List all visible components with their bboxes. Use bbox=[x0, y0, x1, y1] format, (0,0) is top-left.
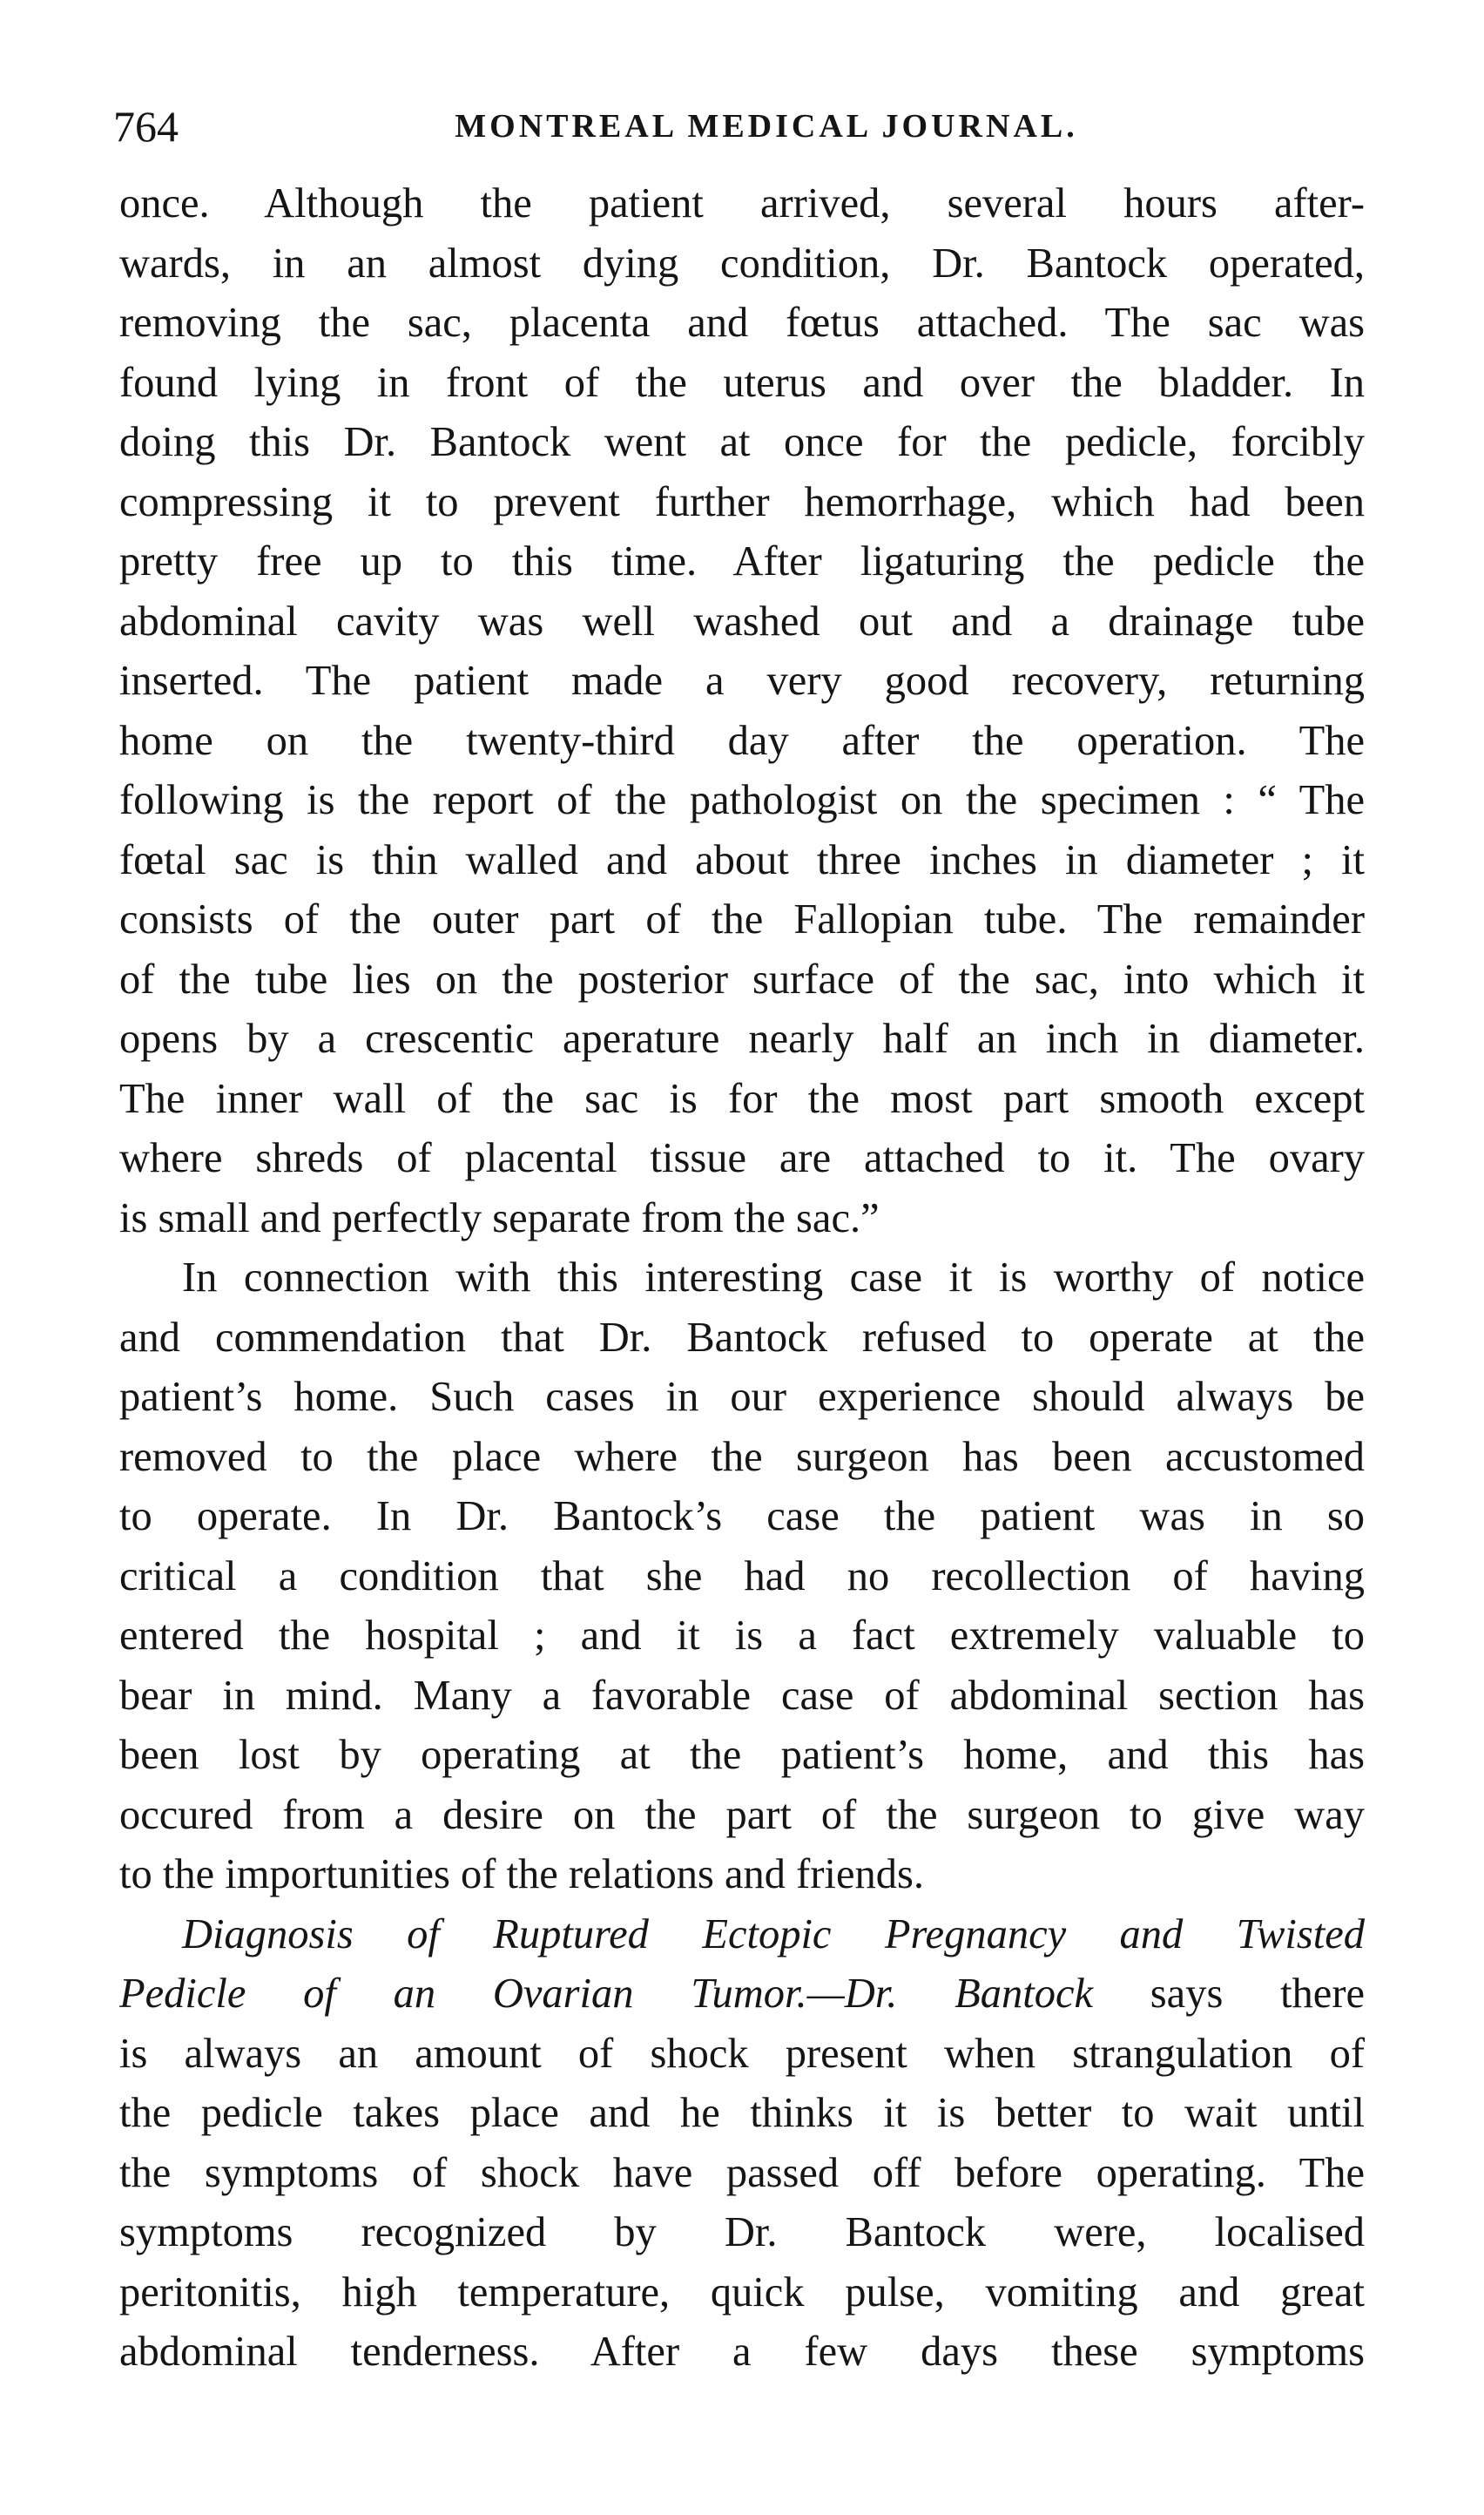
text-line: inserted. The patient made a very good recovery, returning bbox=[119, 658, 1365, 704]
text-span: says there bbox=[1093, 1971, 1365, 2017]
text-line: bear in mind. Many a favorable case of abdominal section has bbox=[119, 1672, 1365, 1719]
text-line: doing this Dr. Bantock went at once for the pedicle, forcibly bbox=[119, 419, 1365, 465]
text-line: The inner wall of the sac is for the most part smooth except bbox=[119, 1075, 1365, 1122]
text-line: found lying in front of the uterus and over the bladder. In bbox=[119, 359, 1365, 406]
text-line: patient’s home. Such cases in our experience should always be bbox=[119, 1374, 1365, 1420]
text-line: the pedicle takes place and he thinks it is better to wait until bbox=[119, 2090, 1365, 2136]
text-line: is always an amount of shock present when strangulation of bbox=[119, 2030, 1365, 2077]
page-number: 764 bbox=[113, 102, 179, 151]
text-line: In connection with this interesting case it is worthy of notice bbox=[182, 1254, 1365, 1301]
text-line: of the tube lies on the posterior surface of the sac, into which it bbox=[119, 956, 1365, 1003]
text-line: following is the report of the pathologist on the specimen : “ The bbox=[119, 777, 1365, 823]
text-line: to operate. In Dr. Bantock’s case the patient was in so bbox=[119, 1493, 1365, 1539]
text-line: fœtal sac is thin walled and about three inches in diameter ; it bbox=[119, 836, 1365, 883]
text-line: pretty free up to this time. After ligaturing the pedicle the bbox=[119, 538, 1365, 585]
text-line: abdominal cavity was well washed out and a drainage tube bbox=[119, 598, 1365, 645]
text-line: removed to the place where the surgeon has been accustomed bbox=[119, 1433, 1365, 1480]
text-line: critical a condition that she had no recollection of having bbox=[119, 1552, 1365, 1599]
text-line: where shreds of placental tissue are attached to it. The ovary bbox=[119, 1135, 1365, 1181]
section-heading-continued: Pedicle of an Ovarian Tumor.—Dr. Bantock bbox=[119, 1971, 1094, 2017]
text-line: been lost by operating at the patient’s home, and this has bbox=[119, 1732, 1365, 1778]
text-line: opens by a crescentic aperature nearly half an inch in diameter. bbox=[119, 1016, 1365, 1062]
text-line: entered the hospital ; and it is a fact extremely valuable to bbox=[119, 1612, 1365, 1659]
body-text bbox=[119, 174, 1365, 2383]
text-line: consists of the outer part of the Fallopian tube. The remainder bbox=[119, 896, 1365, 943]
text-line: the symptoms of shock have passed off before operating. The bbox=[119, 2149, 1365, 2196]
text-line: home on the twenty-third day after the operation. The bbox=[119, 717, 1365, 764]
text-line bbox=[119, 1964, 1365, 2025]
text-line: abdominal tenderness. After a few days these symptoms bbox=[119, 2329, 1365, 2375]
section-heading: Diagnosis of Ruptured Ectopic Pregnancy and Twisted bbox=[182, 1910, 1365, 1957]
text-line: wards, in an almost dying condition, Dr. Bantock operated, bbox=[119, 240, 1365, 287]
text-line: is small and perfectly separate from the sac.” bbox=[119, 1194, 880, 1241]
text-line: occured from a desire on the part of the surgeon to give way bbox=[119, 1791, 1365, 1838]
text-line: symptoms recognized by Dr. Bantock were, localised bbox=[119, 2209, 1365, 2255]
text-line: peritonitis, high temperature, quick pulse, vomiting and great bbox=[119, 2268, 1365, 2316]
text-line: once. Although the patient arrived, several hours after- bbox=[119, 180, 1365, 226]
journal-title: MONTREAL MEDICAL JOURNAL. bbox=[455, 108, 1078, 145]
text-line: to the importunities of the relations and friends. bbox=[119, 1851, 924, 1897]
text-line: and commendation that Dr. Bantock refused to operate at the bbox=[119, 1314, 1365, 1361]
running-head bbox=[113, 96, 1367, 157]
text-line: removing the sac, placenta and fœtus attached. The sac was bbox=[119, 300, 1365, 346]
text-line: compressing it to prevent further hemorrhage, which had been bbox=[119, 478, 1365, 525]
